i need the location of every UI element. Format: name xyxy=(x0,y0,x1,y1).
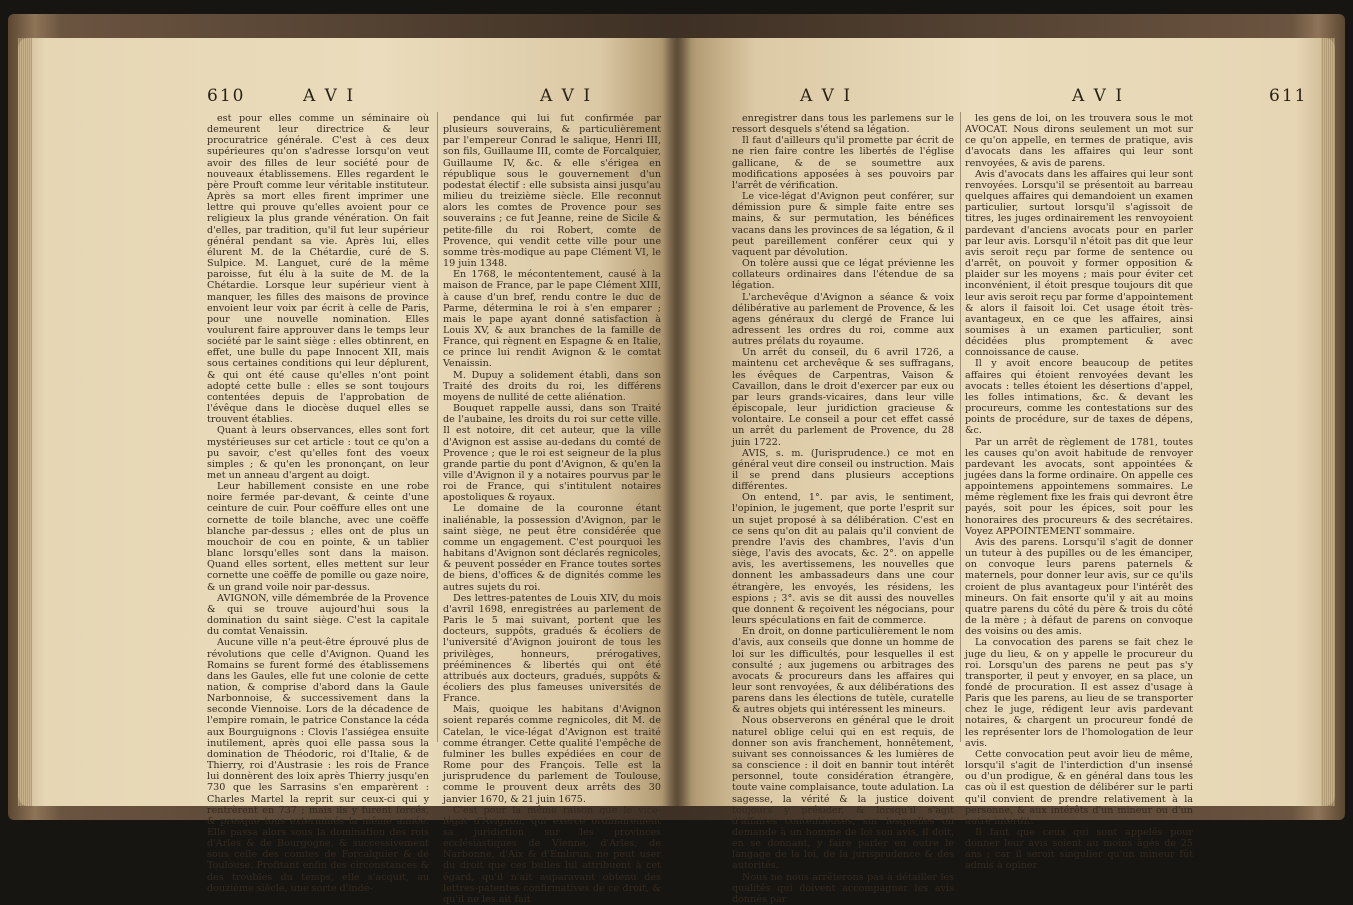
paragraph: Par un arrêt de règlement de 1781, toutes les causes qu'on avoit habitude de renvoyer pardevant les avocats, sont appointées & jugées dans la forme ordinaire. On appelle ces appointemens appointemens sommaires. Le même règlement fixe les frais qui devront être payés, soit pour les épices, soit pour les honoraires des procureurs & des secrétaires. Voyez APPOINTEMENT sommaire. xyxy=(965,436,1193,537)
book-gutter xyxy=(663,38,691,806)
paragraph: Aucune ville n'a peut-être éprouvé plus de révolutions que celle d'Avignon. Quand les Romains se furent formé des établissemens dans les Gaules, elle fut une colonie de cette nation, & comprise d'abord dans la Gaule Narbonnoise, & successivement dans la seconde Viennoise. Lors de la décadence de l'empire romain, le patrice Constance la céda aux Bourguignons : Clovis l'assiégea ensuite inutilement, après quoi elle passa sous la domination de Théodoric, roi d'Italie, & de Thierry, roi d'Austrasie : les rois de France lui donnèrent des loix après Thierry jusqu'en 730 que les Sarrasins s'en emparèrent : Charles Martel la reprit sur ceux-ci qui y rentrèrent en 737 ; mais ils y furent forcés, & presque tous exterminés la même année. Elle passa alors sous la domination des rois d'Arles & de Bourgogne, & successivement sous celle des comtes de Forcalquier & de Toulouse. Profitant enfin des circonstances & des troubles du temps, elle s'acquit, au douzième siècle, une sorte d'indé- xyxy=(207,637,429,894)
paragraph: On tolère aussi que ce légat prévienne les collateurs ordinaires dans l'étendue de sa légation. xyxy=(732,258,954,292)
right-page xyxy=(677,38,1335,905)
paragraph: Nous observerons en général que le droit naturel oblige celui qui en est requis, de donner son avis franchement, honnêtement, suivant ses connoissances & les lumières de sa conscience : il doit en bannir tout intérêt personnel, toute considération étrangère, toute vaine complaisance, toute adulation. La sagesse, la vérité & la justice doivent toujours y présider, & lorsqu'il s'agit d'affaires contentieuses, sur lesquelles on demande à un homme de loi son avis, il doit, en se donnant, y faire parler en outre le langage de la loi, de la jurisprudence & des autorités. xyxy=(732,715,955,872)
column-rule xyxy=(437,112,438,742)
paragraph: Des lettres-patentes de Louis XIV, du mois d'avril 1698, enregistrées au parlement de Paris le 5 mai suivant, portent que les docteurs, suppôts, gradués & écoliers de l'université d'Avignon jouiront de tous les privilèges, honneurs, prérogatives, prééminences & libertés qui ont été attribués aux docteurs, gradués, suppôts & écoliers des plus fameuses universités de France. xyxy=(443,592,661,705)
paragraph: est pour elles comme un séminaire où demeurent leur directrice & leur procuratrice générale. C'est à ces deux supérieures qu'on s'adresse lorsqu'on veut avoir des filles de leur société pour de nouveaux établissemens. Elles regardent le père Prouft comme leur véritable instituteur. Après sa mort elles firent imprimer une lettre qui prouve qu'elles avoient pour ce religieux la plus grande vénération. On fait d'elles, par tradition, qu'il fut leur supérieur général pendant sa vie. Après lui, elles élurent M. de la Chétardie, curé de S. Sulpice. M. Languet, curé de la même paroisse, fut élu à la suite de M. de la Chétardie. Lorsque leur supérieur vient à manquer, les filles des maisons de province envoient leur voix par écrit à celle de Paris, pour une nouvelle nomination. Elles voulurent faire approuver dans le temps leur société par le saint siège : elles obtinrent, en effet, une bulle du pape Innocent XII, mais sous certaines conditions qui leur déplurent, & qui ont été cause qu'elles n'ont point adopté cette bulle : elles se sont toujours contentées depuis de l'approbation de l'évêque dans le diocèse duquel elles se trouvent établies. xyxy=(207,113,429,426)
paragraph: Le vice-légat d'Avignon peut conférer, sur démission pure & simple faite entre ses mains, & sur permutation, les bénéfices vacans dans les provinces de sa légation, & il peut pareillement conférer ceux qui y vaquent par dévolution. xyxy=(732,191,954,258)
column-rule xyxy=(960,112,961,742)
paragraph: En droit, on donne particulièrement le nom d'avis, aux conseils que donne un homme de loi sur les difficultés, pour lesquelles il est consulté ; aux jugemens ou arbitrages des avocats & procureurs dans les affaires qui leur sont renvoyées, & aux délibérations des parens dans les élections de tutèle, curatelle & autres objets qui intéressent les mineurs. xyxy=(732,626,954,716)
paragraph: Mais, quoique les habitans d'Avignon soient reparés comme regnicoles, dit M. de Catelan, le vice-légat d'Avignon est traité comme étranger. Cette qualité l'empêche de fulminer les bulles expédiées en cour de Rome pour des François. Telle est la jurisprudence du parlement de Toulouse, comme le prouvent deux arrêts des 30 janvier 1670, & 21 juin 1675. xyxy=(443,704,661,805)
paragraph: Il y avoit encore beaucoup de petites affaires qui étoient renvoyées devant les avocats : telles étoient les désertions d'appel, les folles intimations, &c. & devant les procureurs, comme les contestations sur des points de procédure, sur de taxes de dépens, &c. xyxy=(965,358,1193,437)
paragraph: Cette convocation peut avoir lieu de même, lorsqu'il s'agit de l'interdiction d'un insensé ou d'un prodigue, & en général dans tous les cas où il est question de délibérer sur le parti qu'il convient de prendre relativement à la personne, & aux intérêts d'un mineur ou d'un autre interdit. xyxy=(965,748,1193,827)
paragraph: Le domaine de la couronne étant inaliénable, la possession d'Avignon, par le saint siège, ne peut être considérée que comme un engagement. C'est pourquoi les habitans d'Avignon sont déclarés regnicoles, & peuvent posséder en France toutes sortes de biens, d'offices & de dignités comme les autres sujets du roi. xyxy=(443,503,661,593)
right-page-headword-1: A V I xyxy=(800,86,853,106)
paragraph: En 1768, le mécontentement, causé à la maison de France, par le pape Clément XIII, à cause d'un bref, rendu contre le duc de Parme, détermina le roi à s'en emparer ; mais le pape ayant donné satisfaction à Louis XV, & aux branches de la famille de France, qui règnent en Espagne & en Italie, ce prince lui rendit Avignon & le comtat Venaissin. xyxy=(443,269,661,370)
paragraph: M. Dupuy a solidement établi, dans son Traité des droits du roi, les différens moyens de nullité de cette aliénation. xyxy=(443,369,661,403)
paragraph: Bouquet rappelle aussi, dans son Traité de l'aubaine, les droits du roi sur cette ville. Il est notoire, dit cet auteur, que la ville d'Avignon est assise au-dedans du comté de Provence ; que le roi est seigneur de la plus grande partie du pont d'Avignon, & qu'en la ville d'Avignon il y a notaires pourvus par le roi de France, qui s'intitulent notaires apostoliques & royaux. xyxy=(443,403,661,504)
right-page-headword-2: A V I xyxy=(1072,86,1125,106)
paragraph: Quant à leurs observances, elles sont fort mystérieuses sur cet article : tout ce qu'on a pu savoir, c'est qu'elles font des voeux simples ; & qu'en les prononçant, on leur met un anneau d'argent au doigt. xyxy=(207,425,429,481)
left-page-column-1 xyxy=(207,113,429,894)
right-page-column-1 xyxy=(732,113,955,905)
paragraph: Il faut d'ailleurs qu'il promette par écrit de ne rien faire contre les libertés de l'église gallicane, & de se soumettre aux modifications apposées à ses pouvoirs par l'arrêt de vérification. xyxy=(732,135,954,191)
paragraph: Il faut que ceux qui sont appelés pour donner leur avis soient au moins âgés de 25 ans ; car il seroit singulier qu'un mineur fût admis à opiner xyxy=(965,827,1193,872)
paragraph: Avis d'avocats dans les affaires qui leur sont renvoyées. Lorsqu'il se présentoit au barreau quelques affaires qui demandoient un examen particulier, surtout lorsqu'il s'agissoit de titres, les juges ordinairement les renvoyoient pardevant d'anciens avocats pour en parler par leur avis. Lorsqu'il n'étoit pas dit que leur avis seroit reçu par forme de sentence ou d'arrêt, on pouvoit y former opposition & plaider sur les moyens ; mais pour éviter cet inconvénient, il étoit presque toujours dit que leur avis seroit reçu par forme d'appointement & alors il faisoit loi. Cet usage étoit très-avantageux, en ce que les affaires, ainsi soumises à un examen particulier, sont décidées plus promptement & avec connoissance de cause. xyxy=(965,168,1193,359)
paragraph: enregistrer dans tous les parlemens sur le ressort desquels s'étend sa légation. xyxy=(732,113,954,136)
page-edges-left xyxy=(18,38,32,806)
right-page-number: 611 xyxy=(1269,86,1308,106)
paragraph: Un arrêt du conseil, du 6 avril 1726, a maintenu cet archevêque & ses suffragans, les évêques de Carpentras, Vaison & Cavaillon, dans le droit d'exercer par eux ou par leurs grands-vicaires, dans leur ville épiscopale, leur juridiction gracieuse & volontaire. Le conseil a pour cet effet cassé un arrêt du parlement de Provence, du 28 juin 1722. xyxy=(732,347,954,448)
paragraph: On entend, 1°. par avis, le sentiment, l'opinion, le jugement, que porte l'esprit sur un sujet proposé à sa délibération. C'est en ce sens qu'on dit au palais qu'il convient de prendre l'avis des chambres, l'avis d'un siège, l'avis des avocats, &c. 2°. on appelle avis, les avertissemens, les nouvelles que donnent les ambassadeurs dans une cour étrangère, les envoyés, les résidens, les espions ; 3°. avis se dit aussi des nouvelles que donnent & reçoivent les négocians, pour leurs spéculations en fait de commerce. xyxy=(732,492,954,627)
page-edges-right xyxy=(1321,38,1335,806)
paragraph: La convocation des parens se fait chez le juge du lieu, & on y appelle le procureur du roi. Lorsqu'un des parens ne peut pas s'y transporter, il peut y envoyer, en sa place, un fondé de procuration. Il est assez d'usage à Paris que les parens, au lieu de se transporter chez le juge, rédigent leur avis pardevant notaires, & chargent un procureur fondé de les représenter lors de l'homologation de leur avis. xyxy=(965,637,1193,749)
paragraph: Avis des parens. Lorsqu'il s'agit de donner un tuteur à des pupilles ou de les émanciper, on convoque leurs parens paternels & maternels, pour donner leur avis, sur ce qu'ils croient de plus avantageux pour l'intérêt des mineurs. On fait ensorte qu'il y ait au moins quatre parens du côté du père & trois du côté de la mère ; à défaut de parens on convoque des voisins ou des amis. xyxy=(965,536,1193,638)
paragraph: L'archevêque d'Avignon a séance & voix délibérative au parlement de Provence, & les agens généraux du clergé de France lui adressent les ordres du roi, comme aux autres prélats du royaume. xyxy=(732,291,954,348)
paragraph: pendance qui lui fut confirmée par plusieurs souverains, & particulièrement par l'empereur Conrad le salique, Henri III, son fils, Guillaume III, comte de Forcalquier, Guillaume IV, &c. & elle s'érigea en république sous le gouvernement d'un podestat électif : elle subsista ainsi jusqu'au milieu du treizième siècle. Elle reconnut alors les comtes de Provence pour ses souverains ; ce fut Jeanne, reine de Sicile & petite-fille du roi Robert, comte de Provence, qui vendit cette ville pour une somme très-modique au pape Clément VI, le 19 juin 1348. xyxy=(443,113,661,270)
left-page xyxy=(18,38,678,905)
left-page-number: 610 xyxy=(207,86,246,106)
paragraph: C'est pour la même raison que le vice-légat d'Avignon, qui exerce ordinairement sa juridiction sur les provinces ecclésiastiques de Vienne, d'Arles, de Narbonne, d'Aix & d'Embrun, ne peut user du droit que ces bulles lui attribuent à cet égard, qu'il n'ait auparavant obtenu des lettres-patentes confirmatives de ce droit, & qu'il ne les ait fait xyxy=(443,804,661,905)
left-page-headword-2: A V I xyxy=(540,86,593,106)
paragraph: Nous ne nous arrêterons pas à détailler les qualités qui doivent accompagner les avis donnés par xyxy=(732,871,954,905)
right-page-column-2 xyxy=(965,113,1193,872)
left-page-column-2 xyxy=(443,113,661,905)
paragraph: AVIS, s. m. (Jurisprudence.) ce mot en général veut dire conseil ou instruction. Mais il se prend dans plusieurs acceptions différentes. xyxy=(732,447,954,493)
paragraph: Leur habillement consiste en une robe noire fermée par-devant, & ceinte d'une ceinture de cuir. Pour coëffure elles ont une cornette de toile blanche, avec une coëffe blanche par-dessus ; elles ont de plus un mouchoir de cou en pointe, & un tablier blanc lorsqu'elles sont dans la maison. Quand elles sortent, elles mettent sur leur cornette une coëffe de pomille ou gaze noire, & un grand voile noir par-dessus. xyxy=(207,481,429,593)
paragraph: AVIGNON, ville démembrée de la Provence & qui se trouve aujourd'hui sous la domination du saint siège. C'est la capitale du comtat Venaissin. xyxy=(207,592,429,638)
open-book xyxy=(8,14,1345,905)
paragraph: les gens de loi, on les trouvera sous le mot AVOCAT. Nous dirons seulement un mot sur ce qu'on appelle, en termes de pratique, avis d'avocats dans les affaires qui leur sont renvoyées, & avis de parens. xyxy=(965,113,1193,169)
left-page-headword-1: A V I xyxy=(303,86,356,106)
